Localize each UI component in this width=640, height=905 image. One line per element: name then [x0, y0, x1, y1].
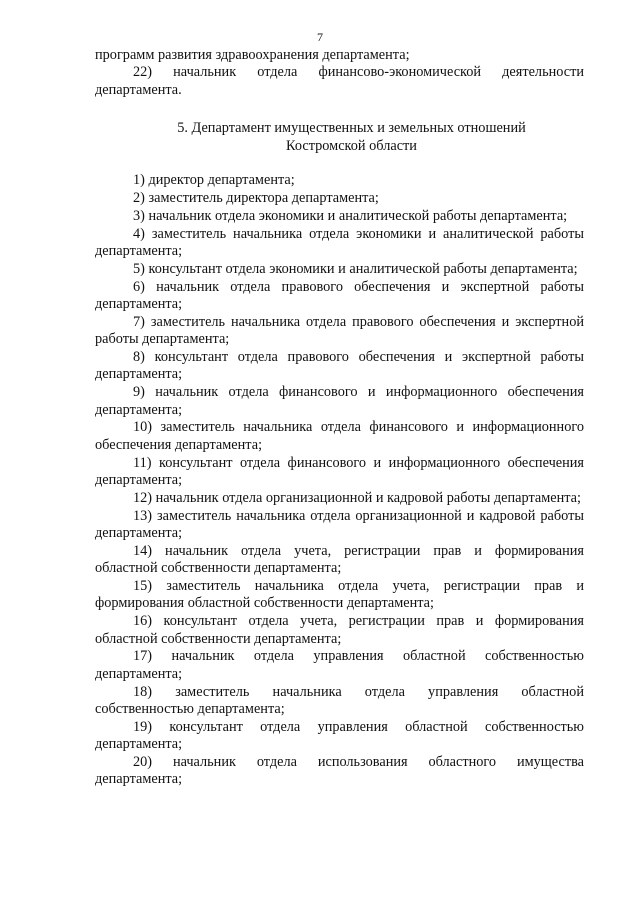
- list-item: 12) начальник отдела организационной и кадровой работы департамента;: [133, 489, 581, 506]
- list-item: 16) консультант отдела учета, регистрации прав и формирования областной собственности департамента;: [95, 613, 584, 647]
- document-body: [95, 47, 584, 789]
- list-item: 4) заместитель начальника отдела экономики и аналитической работы департамента;: [95, 225, 584, 259]
- list-item-22: 22) начальник отдела финансово-экономической деятельности департамента.: [95, 64, 584, 98]
- list-item: 3) начальник отдела экономики и аналитической работы департамента;: [133, 207, 568, 224]
- list-item: 10) заместитель начальника отдела финансового и информационного обеспечения департамента;: [95, 419, 584, 453]
- list-item: 18) заместитель начальника отдела управления областной собственностью департамента;: [95, 683, 584, 717]
- list-item: 14) начальник отдела учета, регистрации прав и формирования областной собственности департамента;: [95, 542, 584, 577]
- list-item: 17) начальник отдела управления областной собственностью департамента;: [95, 648, 584, 682]
- list-item: 15) заместитель начальника отдела учета, регистрации прав и формирования областной собственности департамента;: [95, 578, 584, 612]
- continuation-text: программ развития здравоохранения департамента;: [95, 47, 410, 63]
- section-heading-line-2: Костромской области: [286, 137, 417, 154]
- section-heading: [95, 119, 584, 155]
- list-item: 9) начальник отдела финансового и информационного обеспечения департамента;: [95, 384, 584, 418]
- list-item: 8) консультант отдела правового обеспечения и экспертной работы департамента;: [95, 349, 584, 383]
- list-item: 5) консультант отдела экономики и аналитической работы департамента;: [133, 260, 578, 277]
- page-number: 7: [317, 30, 323, 44]
- list-item: 1) директор департамента;: [133, 171, 295, 188]
- list-item: 2) заместитель директора департамента;: [133, 189, 379, 206]
- list-item: 11) консультант отдела финансового и информационного обеспечения департамента;: [95, 454, 584, 488]
- section-heading-line-1: 5. Департамент имущественных и земельных отношений: [177, 119, 526, 136]
- list-item: 20) начальник отдела использования областного имущества департамента;: [95, 753, 584, 788]
- list-item: 6) начальник отдела правового обеспечения и экспертной работы департамента;: [95, 278, 584, 312]
- list-item: 7) заместитель начальника отдела правового обеспечения и экспертной работы департамента;: [95, 313, 584, 348]
- list-item: 19) консультант отдела управления областной собственностью департамента;: [95, 718, 584, 753]
- list-item: 13) заместитель начальника отдела организационной и кадровой работы департамента;: [95, 507, 584, 541]
